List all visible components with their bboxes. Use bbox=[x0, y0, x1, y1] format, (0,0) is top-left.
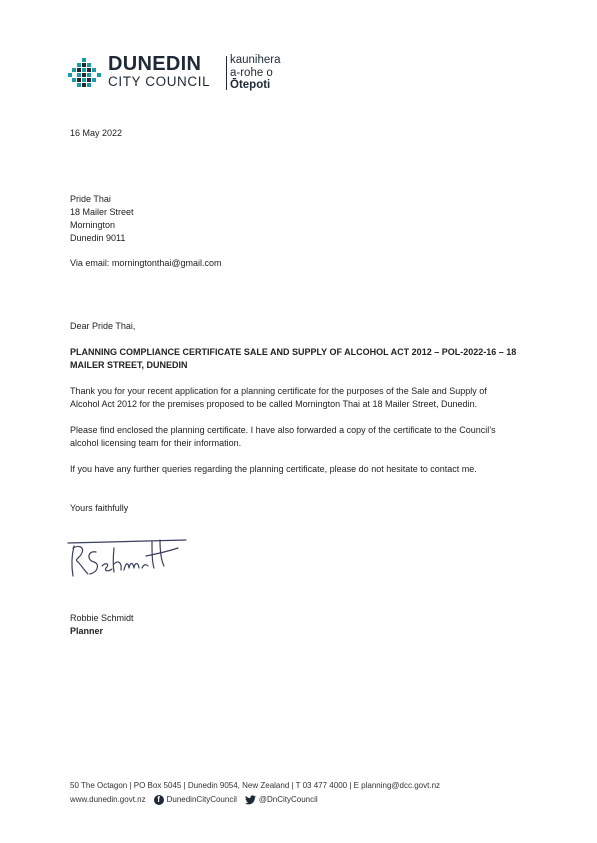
paragraph-2-line-1: Please find enclosed the planning certificate. I have also forwarded a copy of the certificate to the Council’s bbox=[70, 425, 496, 435]
footer-twitter[interactable] bbox=[245, 794, 318, 805]
twitter-icon bbox=[245, 795, 256, 805]
handwritten-signature bbox=[66, 534, 191, 584]
footer-contact bbox=[70, 794, 318, 805]
logo-name-line2: CITY COUNCIL bbox=[108, 74, 211, 89]
footer-twitter-label: @DnCityCouncil bbox=[258, 795, 318, 804]
paragraph-3: If you have any further queries regarding the planning certificate, please do not hesitate to contact me. bbox=[70, 464, 477, 474]
recipient-city: Dunedin 9011 bbox=[70, 233, 126, 243]
logo-maori-name bbox=[230, 54, 281, 92]
footer-website[interactable]: www.dunedin.govt.nz bbox=[70, 795, 146, 804]
paragraph-1-line-1: Thank you for your recent application for a planning certificate for the purposes of the Sale and Supply of bbox=[70, 386, 487, 396]
recipient-street: 18 Mailer Street bbox=[70, 207, 134, 217]
via-email: Via email: morningtonthai@gmail.com bbox=[70, 258, 222, 268]
signatory-title: Planner bbox=[70, 626, 104, 636]
subject-line-2: MAILER STREET, DUNEDIN bbox=[70, 360, 188, 370]
paragraph-2-line-2: alcohol licensing team for their information. bbox=[70, 438, 242, 448]
signatory-name: Robbie Schmidt bbox=[70, 613, 134, 623]
logo-name-line1: DUNEDIN bbox=[108, 53, 202, 75]
recipient-suburb: Mornington bbox=[70, 220, 116, 230]
logo-divider bbox=[226, 56, 227, 90]
logo-maori-line2: a-rohe o bbox=[230, 66, 273, 79]
recipient-name: Pride Thai bbox=[70, 194, 111, 204]
paragraph-1-line-2: Alcohol Act 2012 for the premises proposed to be called Mornington Thai at 18 Mailer Street, Dunedin. bbox=[70, 399, 478, 409]
logo-wordmark bbox=[108, 54, 210, 90]
logo-maori-line1: kaunihera bbox=[230, 54, 281, 66]
closing: Yours faithfully bbox=[70, 503, 129, 513]
salutation: Dear Pride Thai, bbox=[70, 321, 136, 331]
dcc-logo-mark-icon bbox=[68, 58, 104, 90]
footer-address: 50 The Octagon | PO Box 5045 | Dunedin 9054, New Zealand | T 03 477 4000 | E planning@dcc.govt.nz bbox=[70, 781, 441, 790]
letter-date: 16 May 2022 bbox=[70, 128, 123, 138]
facebook-icon: f bbox=[154, 795, 164, 805]
footer-facebook-label: DunedinCityCouncil bbox=[166, 795, 237, 804]
footer-facebook[interactable] bbox=[154, 794, 237, 805]
subject-line-1: PLANNING COMPLIANCE CERTIFICATE SALE AND SUPPLY OF ALCOHOL ACT 2012 – POL-2022-16 – 18 bbox=[70, 347, 517, 357]
logo-maori-line3: Ōtepoti bbox=[230, 79, 271, 91]
